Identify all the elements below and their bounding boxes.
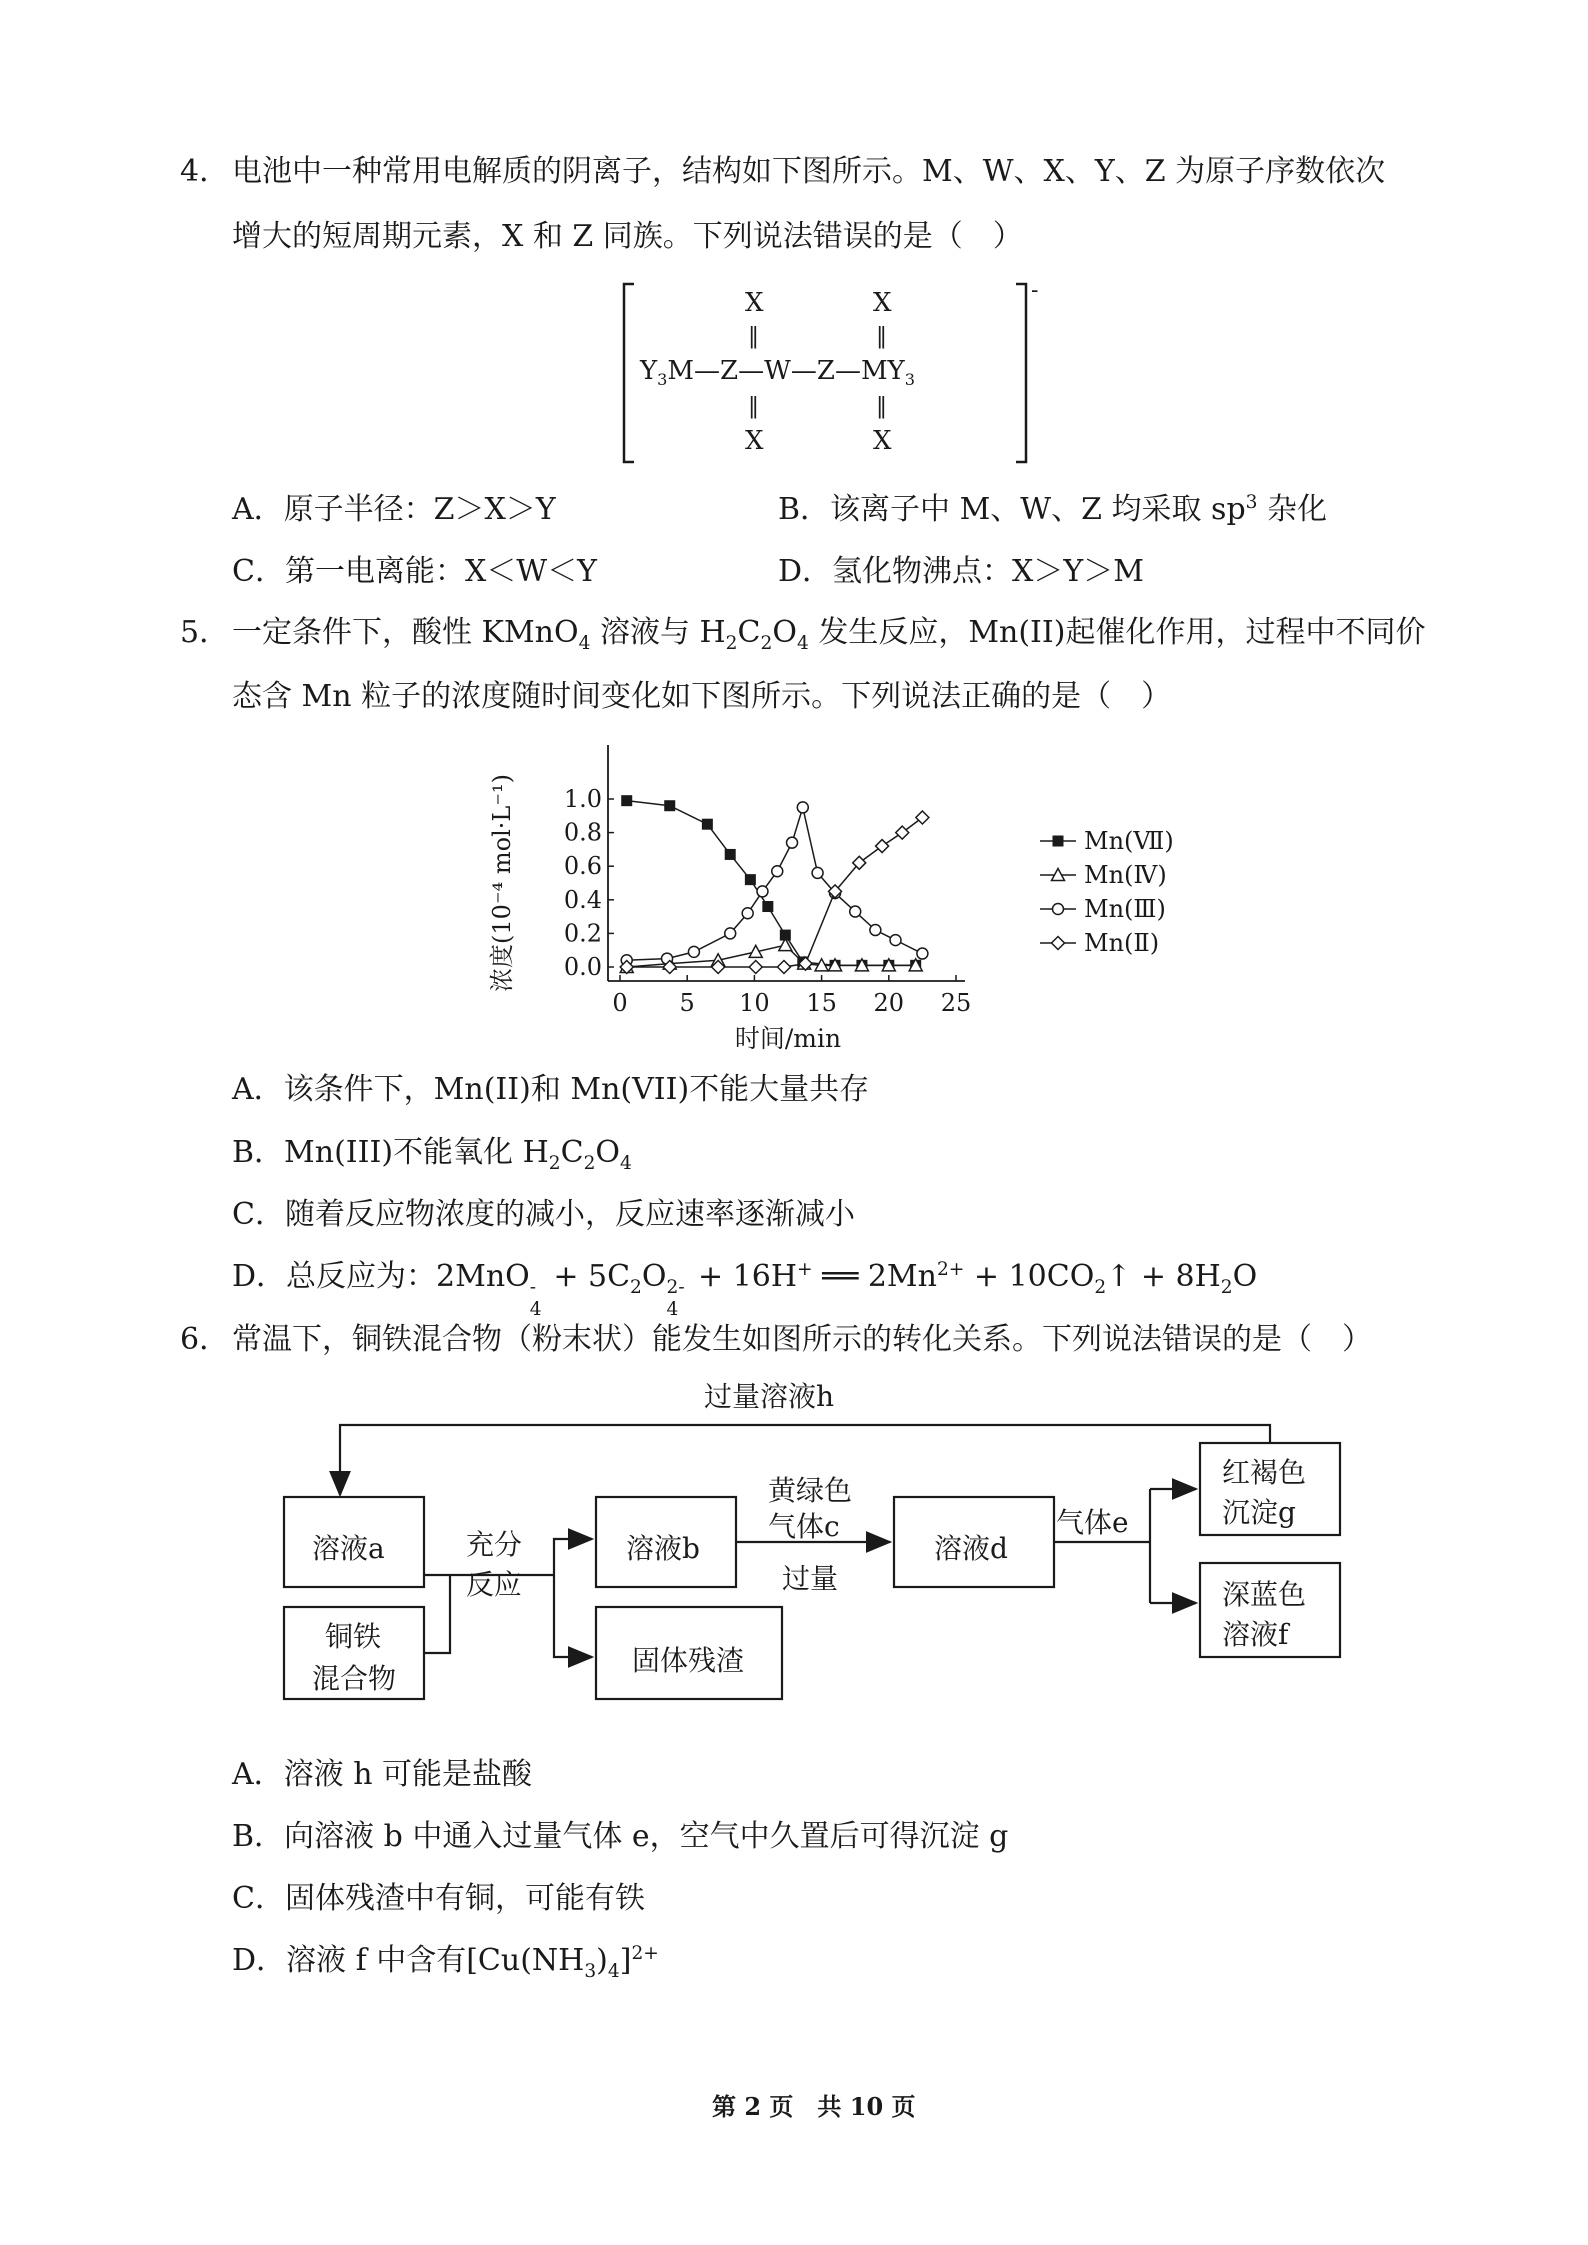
q6-option-d-end: ] (619, 1943, 632, 1978)
data-point-circle (870, 925, 881, 936)
q5-option-d-m6: + 8H (1131, 1259, 1221, 1294)
q6-flow-diagram (270, 1375, 1360, 1745)
q4-middle-row (640, 356, 915, 390)
q4-option-b-tail: 杂化 (1257, 492, 1328, 527)
q5-line1-b: 4 (578, 633, 591, 654)
y-tick-label: 0.8 (563, 818, 602, 847)
x-tick-label: 25 (940, 989, 972, 1017)
q5-option-a: A．该条件下，Mn(II)和 Mn(VII)不能大量共存 (232, 1072, 870, 1107)
data-point-diamond (749, 961, 762, 974)
q6-option-d-mid: ) (596, 1943, 608, 1978)
q4-x-bottom-left: X (745, 426, 764, 456)
q5-line1-h: 4 (796, 633, 809, 654)
q4-double-bond-bottom-left: ‖ (748, 394, 759, 419)
q5-option-d-sup3: + (797, 1259, 813, 1280)
q5-option-b-s3: 4 (620, 1153, 632, 1174)
q6-option-d-sup: 2+ (631, 1943, 659, 1964)
q6-number: 6． (180, 1322, 230, 1357)
q5-line1-d: 2 (725, 633, 738, 654)
q4-structure-figure (620, 280, 1040, 470)
q4-option-c: C．第一电离能：X＜W＜Y (232, 554, 597, 589)
q4-x-top-right: X (873, 288, 892, 318)
x-tick-label: 5 (679, 989, 695, 1017)
q5-option-d-sub6: 2 (1220, 1277, 1233, 1298)
q6-stem-line1: 常温下，铜铁混合物（粉末状）能发生如图所示的转化关系。下列说法错误的是（ ） (232, 1322, 1372, 1357)
q6-label-react-2: 反应 (466, 1568, 523, 1601)
q6-option-d-pre: D．溶液 f 中含有[Cu(NH (232, 1943, 585, 1978)
y-tick-label: 0.6 (563, 852, 602, 881)
data-point-diamond (896, 826, 909, 839)
q4-y-left-sub: 3 (657, 370, 668, 390)
q6-label-gas-c: 气体c (768, 1510, 840, 1543)
data-point-circle (772, 866, 783, 877)
q4-double-bond-bottom-right: ‖ (876, 394, 887, 419)
y-tick-label: 0.2 (563, 919, 602, 948)
q4-option-d: D．氢化物沸点：X＞Y＞M (778, 554, 1144, 589)
q5-option-d-sup4: 2+ (936, 1259, 965, 1280)
y-tick-label: 1.0 (563, 785, 602, 813)
q6-box-solution-d: 溶液d (934, 1532, 1008, 1565)
data-point-square (621, 795, 632, 806)
legend-label-triangle: Mn(Ⅳ) (1084, 861, 1167, 889)
data-point-diamond (916, 811, 929, 824)
data-point-circle (757, 886, 768, 897)
q4-m-right: MY (860, 356, 905, 386)
q4-double-bond-top-right: ‖ (876, 324, 887, 349)
q6-box-mixture-line2: 混合物 (312, 1662, 397, 1695)
x-tick-label: 20 (873, 989, 905, 1017)
q6-box-solution-a: 溶液a (312, 1532, 385, 1565)
q6-option-b: B．向溶液 b 中通入过量气体 e，空气中久置后可得沉淀 g (232, 1819, 1009, 1854)
x-tick-label: 0 (612, 989, 628, 1017)
q5-option-b-text: B．Mn(III)不能氧化 H (232, 1135, 549, 1170)
q5-stem-line1 (232, 615, 1426, 654)
data-point-circle (725, 928, 736, 939)
q5-option-d-m2: O (641, 1259, 667, 1294)
data-point-circle (797, 802, 808, 813)
x-axis-label: 时间/min (734, 1024, 842, 1053)
q6-label-excess-h: 过量溶液h (704, 1380, 835, 1413)
data-point-circle (890, 935, 901, 946)
q6-option-d-sub2: 4 (607, 1961, 620, 1982)
q6-option-d-sub: 3 (584, 1961, 597, 1982)
x-tick-label: 10 (739, 989, 770, 1017)
q4-option-b-sup: 3 (1245, 492, 1258, 513)
legend-label-square: Mn(Ⅶ) (1084, 827, 1174, 855)
data-point-square (702, 819, 713, 830)
q5-line1-i: 发生反应，Mn(II)起催化作用，过程中不同价 (808, 615, 1426, 650)
q5-option-b-s2: 2 (583, 1153, 596, 1174)
q5-option-d-m1: + 5C (543, 1259, 631, 1294)
q5-stem-line2: 态含 Mn 粒子的浓度随时间变化如下图所示。下列说法正确的是（ ） (232, 679, 1172, 714)
q4-x-bottom-right: X (873, 426, 892, 456)
data-point-circle (812, 867, 823, 878)
q4-bond-zw: — (738, 356, 765, 386)
q5-line1-a: 一定条件下，酸性 KMnO (232, 615, 579, 650)
q5-option-b-s1: 2 (548, 1153, 561, 1174)
q5-option-d-eq: ══ (812, 1259, 868, 1294)
q4-double-bond-top-left: ‖ (748, 324, 759, 349)
q4-option-b (778, 492, 1328, 527)
data-point-circle (688, 946, 699, 957)
legend-label-diamond: Mn(Ⅱ) (1084, 929, 1160, 957)
q6-option-a: A．溶液 h 可能是盐酸 (232, 1757, 533, 1792)
data-point-circle (850, 906, 861, 917)
x-tick-label: 15 (806, 989, 837, 1017)
q5-option-d: D．总反应为：2MnO - 4 + $5C_2O$ 2- 4 + 16H+ ══ $2Mn^{2+}$ + $10CO_2↑ + 8H_2O$ (232, 1259, 1258, 1320)
q4-stem-line1: 电池中一种常用电解质的阴离子，结构如下图所示。M、W、X、Y、Z 为原子序数依次 (232, 154, 1386, 189)
q5-option-d-m7: O (1232, 1259, 1258, 1294)
q4-z-left: Z (720, 356, 739, 386)
q4-bond-wz: — (790, 356, 817, 386)
q5-option-b (232, 1135, 632, 1174)
q6-option-c: C．固体残渣中有铜，可能有铁 (232, 1881, 645, 1916)
data-point-circle (742, 908, 753, 919)
q4-stem-line2: 增大的短周期元素，X 和 Z 同族。下列说法错误的是（ ） (232, 219, 1023, 254)
data-point-diamond (876, 840, 889, 853)
q6-label-gas-e: 气体e (1056, 1506, 1129, 1539)
q5-option-d-arrow: ↑ (1106, 1259, 1132, 1294)
q5-option-d-m4: 2Mn (867, 1259, 937, 1294)
q4-option-b-text: B．该离子中 M、W、Z 均采取 sp (778, 492, 1246, 527)
data-point-square (745, 874, 756, 885)
q6-label-gas-c-color: 黄绿色 (768, 1474, 853, 1507)
legend-marker-diamond (1052, 937, 1065, 950)
q4-z-right: Z (816, 356, 835, 386)
q4-bond-zm: — (834, 356, 861, 386)
q4-y-left: Y (640, 356, 658, 386)
y-tick-label: 0.0 (563, 953, 602, 981)
series-line-circle (627, 807, 923, 960)
data-point-square (762, 901, 773, 912)
q6-box-solution-b: 溶液b (626, 1532, 700, 1565)
q6-box-solution-f-line1: 深蓝色 (1222, 1578, 1307, 1611)
q5-option-b-m2: O (595, 1135, 621, 1170)
q5-option-d-sub2: 2 (630, 1277, 642, 1298)
page-footer: 第 2 页 共 10 页 (712, 2092, 916, 2121)
data-point-square (725, 849, 736, 860)
legend-marker-square (1053, 836, 1064, 847)
q4-number: 4． (180, 154, 230, 189)
data-point-square (664, 800, 675, 811)
series-line-diamond (627, 817, 923, 967)
q5-line1-e: C (737, 615, 761, 650)
q6-box-solid-residue: 固体残渣 (632, 1644, 745, 1677)
q6-option-d (232, 1943, 659, 1982)
q4-charge: - (1031, 278, 1039, 303)
data-point-circle (787, 837, 798, 848)
q5-line1-f: 2 (760, 633, 773, 654)
q4-w: W (764, 356, 791, 386)
q5-option-d-pre: D．总反应为：2MnO (232, 1259, 530, 1294)
q5-option-c: C．随着反应物浓度的减小，反应速率逐渐减小 (232, 1197, 855, 1232)
q4-option-a: A．原子半径：Z＞X＞Y (232, 492, 556, 527)
q4-x-top-left: X (745, 288, 764, 318)
legend-label-circle: Mn(Ⅲ) (1084, 895, 1166, 923)
y-axis-label: 浓度(10⁻⁴ mol·L⁻¹) (488, 774, 516, 992)
legend-marker-circle (1053, 904, 1064, 915)
q6-label-gas-c-excess: 过量 (782, 1562, 839, 1595)
q6-box-solution-f-line2: 溶液f (1222, 1618, 1289, 1651)
mn-concentration-chart (480, 735, 1200, 1055)
q6-box-precipitate-g-line2: 沉淀g (1222, 1496, 1296, 1529)
q6-box-mixture-line1: 铜铁 (325, 1620, 382, 1653)
q5-option-d-m3: + 16H (688, 1259, 798, 1294)
data-point-circle (917, 948, 928, 959)
q6-label-react-1: 充分 (466, 1528, 523, 1561)
q4-m-left: M— (667, 356, 721, 386)
y-tick-label: 0.4 (563, 885, 602, 914)
data-point-diamond (777, 961, 790, 974)
q4-y-right-sub: 3 (904, 370, 915, 390)
q5-line1-c: 溶液与 H (590, 615, 726, 650)
q5-option-d-sub5: 2 (1094, 1277, 1107, 1298)
q5-option-b-m1: C (560, 1135, 584, 1170)
q5-line1-g: O (772, 615, 797, 650)
series-line-square (627, 801, 916, 966)
q5-number: 5． (180, 615, 230, 650)
q5-option-d-m5: + 10CO (964, 1259, 1095, 1294)
q6-box-precipitate-g-line1: 红褐色 (1222, 1456, 1307, 1489)
